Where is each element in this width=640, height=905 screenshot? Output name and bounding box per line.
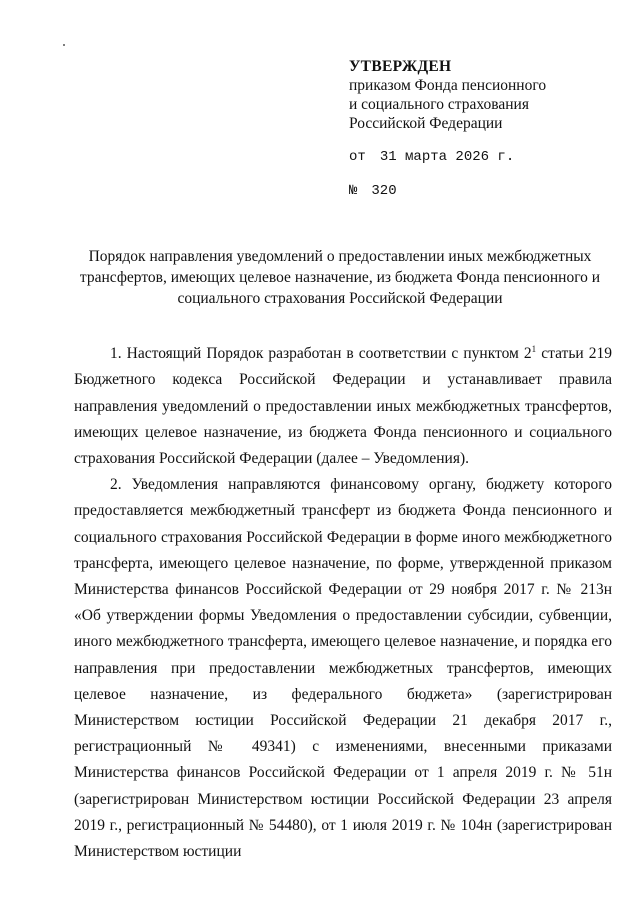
approval-line-2: и социального страхования	[349, 96, 529, 113]
order-number	[349, 183, 397, 199]
order-date-value: 31 марта 2026 г.	[379, 149, 515, 165]
document-title: Порядок направления уведомлений о предоставлении иных межбюджетных трансфертов, имеющих целевое назначение, из бюджета Фонда пенсионного и социального страхования Российской Федерации	[79, 248, 601, 307]
paragraph-1-superscript: 1	[531, 344, 537, 354]
paragraph-1-end: статьи 219 Бюджетного кодекса Российской Федерации и устанавливает правила направления уведомлений о предоставлении иных межбюджетных трансфертов, имеющих целевое назначение, из бюджета Фонда пенсионного и социального страхования Российской Федерации (далее – Уведомления).	[74, 345, 612, 467]
approval-line-3: Российской Федерации	[349, 115, 503, 132]
order-number-value: 320	[371, 183, 397, 199]
order-date-label: от	[349, 149, 366, 165]
paragraph-1	[74, 336, 612, 472]
document-body	[74, 336, 612, 865]
paragraph-2: 2. Уведомления направляются финансовому органу, бюджету которого предоставляется межбюджетный трансферт из бюджета Фонда пенсионного и социального страхования Российской Федерации в форме иного межбюджетного трансферта, имеющего целевое назначение, по форме, утвержденной приказом Министерства финансов Российской Федерации от 29 ноября 2017 г. № 213н «Об утверждении формы Уведомления о предоставлении субсидии, субвенции, иного межбюджетного трансферта, имеющего целевое назначение, и порядка его направления при предоставлении межбюджетных трансфертов, имеющих целевое назначение, из федерального бюджета» (зарегистрирован Министерством юстиции Российской Федерации 21 декабря 2017 г., регистрационный № 49341) с изменениями, внесенными приказами Министерства финансов Российской Федерации от 1 апреля 2019 г. № 51н (зарегистрирован Министерством юстиции Российской Федерации 23 апреля 2019 г., регистрационный № 54480), от 1 июля 2019 г. № 104н (зарегистрирован Министерством юстиции	[74, 476, 612, 861]
order-date	[349, 149, 514, 165]
approval-line-1: приказом Фонда пенсионного	[349, 77, 547, 94]
order-number-label: №	[349, 183, 358, 199]
approval-heading: УТВЕРЖДЕН	[349, 58, 452, 75]
paragraph-1-start: 1. Настоящий Порядок разработан в соответствии с пунктом 2	[110, 345, 532, 363]
scan-speck	[63, 44, 65, 46]
approval-block	[349, 57, 609, 133]
